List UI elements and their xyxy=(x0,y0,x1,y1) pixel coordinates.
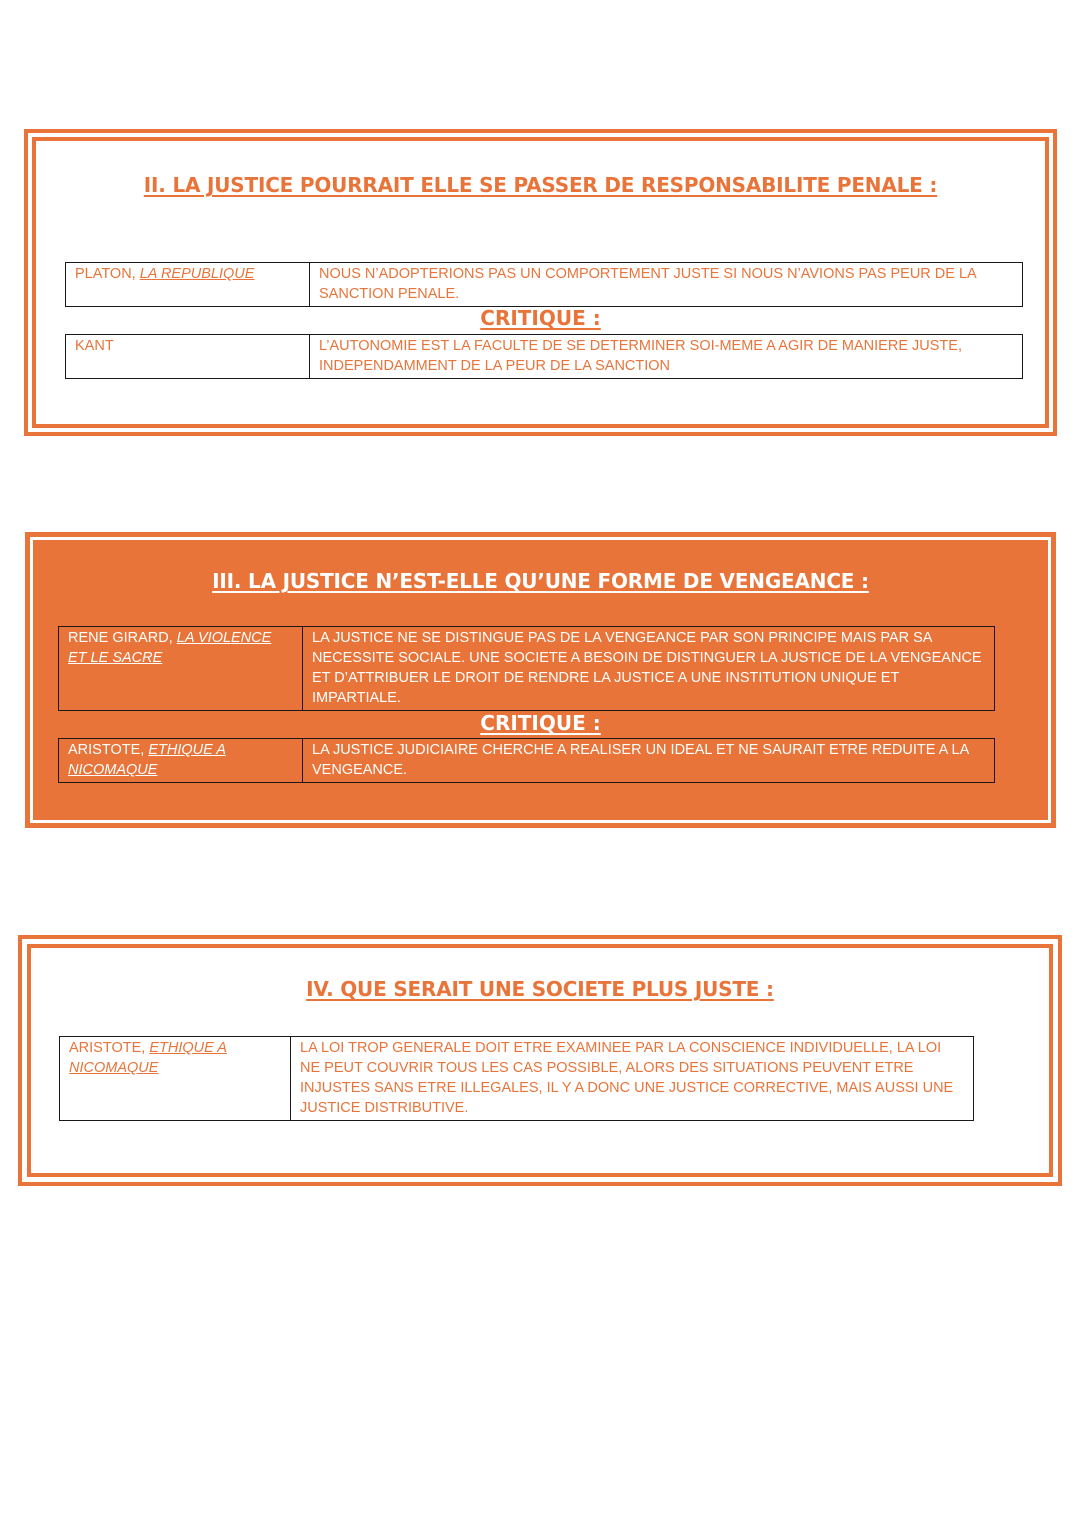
work-title: LA VIOLENCE ET LE SACRE xyxy=(68,630,272,666)
section-heading: II. LA JUSTICE POURRAIT ELLE SE PASSER DE RESPONSABILITE PENALE : xyxy=(143,173,938,197)
table-row xyxy=(59,627,995,711)
section-societe-juste xyxy=(18,935,1062,1186)
work-title: ETHIQUE A NICOMAQUE xyxy=(68,742,226,778)
work-title: ETHIQUE A NICOMAQUE xyxy=(69,1040,227,1076)
quote-table xyxy=(58,626,995,711)
section-heading: IV. QUE SERAIT UNE SOCIETE PLUS JUSTE : xyxy=(306,977,774,1001)
section-heading: III. LA JUSTICE N’EST-ELLE QU’UNE FORME DE VENGEANCE : xyxy=(212,569,869,593)
quote-table xyxy=(59,1036,974,1121)
table-row xyxy=(66,263,1023,307)
author-cell xyxy=(60,1037,291,1121)
author-name: ARISTOTE, xyxy=(69,1040,150,1056)
thesis-cell: LA JUSTICE JUDICIAIRE CHERCHE A REALISER UN IDEAL ET NE SAURAIT ETRE REDUITE A LA VENGEANCE. xyxy=(303,739,995,783)
author-name: ARISTOTE, xyxy=(68,742,149,758)
thesis-cell: LA JUSTICE NE SE DISTINGUE PAS DE LA VENGEANCE PAR SON PRINCIPE MAIS PAR SA NECESSITE SOCIALE. UNE SOCIETE A BESOIN DE DISTINGUER LA JUSTICE DE LA VENGEANCE ET D’ATTRIBUER LE DROIT DE RENDRE LA JUSTICE A UNE INSTITUTION UNIQUE ET IMPARTIALE. xyxy=(303,627,995,711)
section-vengeance xyxy=(25,532,1056,828)
critique-table xyxy=(65,334,1023,379)
author-cell xyxy=(66,263,310,307)
author-name: KANT xyxy=(75,338,114,354)
critique-label: CRITIQUE : xyxy=(480,306,601,330)
section-responsabilite-penale xyxy=(24,129,1057,436)
critique-table xyxy=(58,738,995,783)
work-title: LA REPUBLIQUE xyxy=(139,266,255,282)
critique-label: CRITIQUE : xyxy=(480,711,601,735)
thesis-cell: L’AUTONOMIE EST LA FACULTE DE SE DETERMINER SOI-MEME A AGIR DE MANIERE JUSTE, INDEPENDAMMENT DE LA PEUR DE LA SANCTION xyxy=(310,335,1023,379)
author-cell xyxy=(59,627,303,711)
quote-table xyxy=(65,262,1023,307)
thesis-cell: LA LOI TROP GENERALE DOIT ETRE EXAMINEE PAR LA CONSCIENCE INDIVIDUELLE, LA LOI NE PEUT COUVRIR TOUS LES CAS POSSIBLE, ALORS DES SITUATIONS PEUVENT ETRE INJUSTES SANS ETRE ILLEGALES, IL Y A DONC UNE JUSTICE CORRECTIVE, MAIS AUSSI UNE JUSTICE DISTRIBUTIVE. xyxy=(291,1037,974,1121)
thesis-cell: NOUS N’ADOPTERIONS PAS UN COMPORTEMENT JUSTE SI NOUS N’AVIONS PAS PEUR DE LA SANCTION PENALE. xyxy=(310,263,1023,307)
table-row xyxy=(60,1037,974,1121)
author-cell xyxy=(59,739,303,783)
author-name: RENE GIRARD, xyxy=(68,630,177,646)
table-row xyxy=(66,335,1023,379)
table-row xyxy=(59,739,995,783)
author-name: PLATON, xyxy=(75,266,140,282)
author-cell xyxy=(66,335,310,379)
